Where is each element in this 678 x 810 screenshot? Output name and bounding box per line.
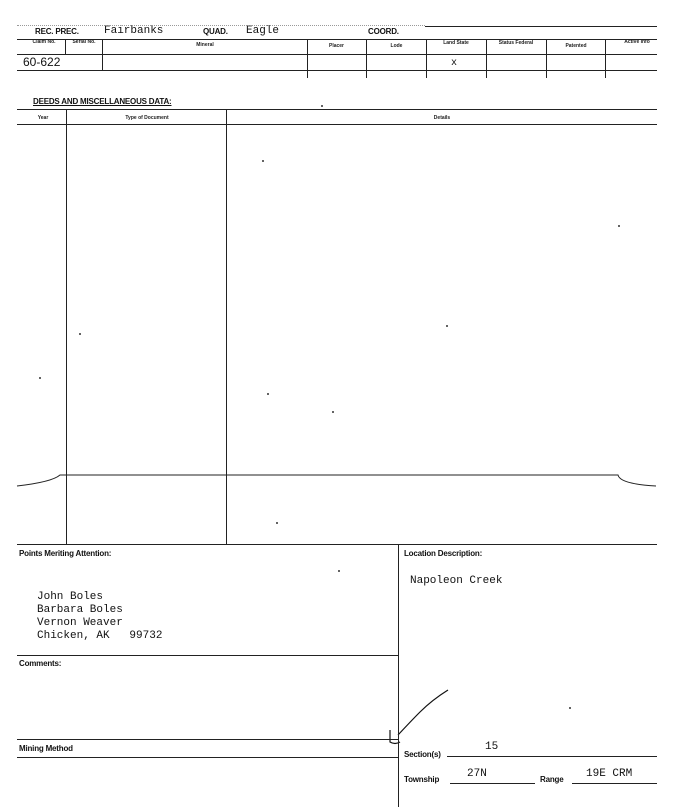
- mining-method-label: Mining Method: [19, 744, 73, 753]
- year-header: Year: [37, 115, 49, 121]
- comments-top-rule: [17, 655, 398, 656]
- mining-bottom-rule: [17, 757, 398, 758]
- points-meriting-label: Points Meriting Attention:: [19, 549, 112, 558]
- quad-value: Eagle: [246, 25, 280, 37]
- scan-speck: [267, 393, 269, 395]
- coord-label: COORD.: [368, 27, 399, 36]
- location-description-label: Location Description:: [404, 549, 483, 558]
- points-line-3: Vernon Weaver: [37, 617, 123, 629]
- mineral-header: Mineral: [196, 42, 214, 48]
- mining-top-rule: [17, 739, 398, 740]
- township-value: 27N: [467, 768, 487, 780]
- scan-speck: [446, 325, 448, 327]
- type-of-document-header: Type of Document: [125, 115, 169, 121]
- range-value: 19E CRM: [586, 768, 633, 780]
- scan-speck: [569, 707, 571, 709]
- comments-label: Comments:: [19, 659, 62, 668]
- rec-prec-value: Fairbanks: [104, 25, 164, 37]
- range-label: Range: [540, 775, 564, 784]
- placer-header: Placer: [328, 43, 344, 49]
- township-underline: [450, 783, 535, 784]
- section-underline: [447, 756, 657, 757]
- scan-speck: [39, 377, 41, 379]
- location-description-value: Napoleon Creek: [410, 575, 503, 587]
- serial-no-header: Serial No.: [72, 39, 96, 45]
- claim-number: 60-622: [23, 55, 61, 69]
- quad-label: QUAD.: [203, 27, 228, 36]
- rec-prec-label: REC. PREC.: [35, 27, 79, 36]
- township-label: Township: [404, 775, 440, 784]
- lower-section-rule: [17, 544, 657, 545]
- points-line-4: Chicken, AK 99732: [37, 630, 163, 642]
- status-federal-header: Status Federal: [498, 40, 534, 46]
- section-value: 15: [485, 741, 499, 753]
- scan-speck: [618, 225, 620, 227]
- range-underline: [572, 783, 657, 784]
- scan-speck: [332, 411, 334, 413]
- scan-speck: [276, 522, 278, 524]
- scan-speck: [321, 105, 323, 107]
- lode-header: Lode: [390, 43, 403, 49]
- section-label: Section(s): [404, 750, 441, 759]
- points-line-1: John Boles: [37, 591, 104, 603]
- land-state-mark: x: [451, 58, 458, 69]
- active-info-header: Active Info: [624, 39, 650, 45]
- scan-speck: [338, 570, 340, 572]
- scan-speck: [79, 333, 81, 335]
- points-line-2: Barbara Boles: [37, 604, 123, 616]
- deeds-section-title: DEEDS AND MISCELLANEOUS DATA:: [33, 97, 172, 106]
- location-column-divider: [398, 545, 399, 807]
- scan-speck: [262, 160, 264, 162]
- patented-header: Patented: [565, 43, 587, 49]
- claim-no-header: Claim No.: [32, 39, 56, 45]
- land-state-header: Land State: [443, 40, 469, 46]
- details-header: Details: [433, 115, 451, 121]
